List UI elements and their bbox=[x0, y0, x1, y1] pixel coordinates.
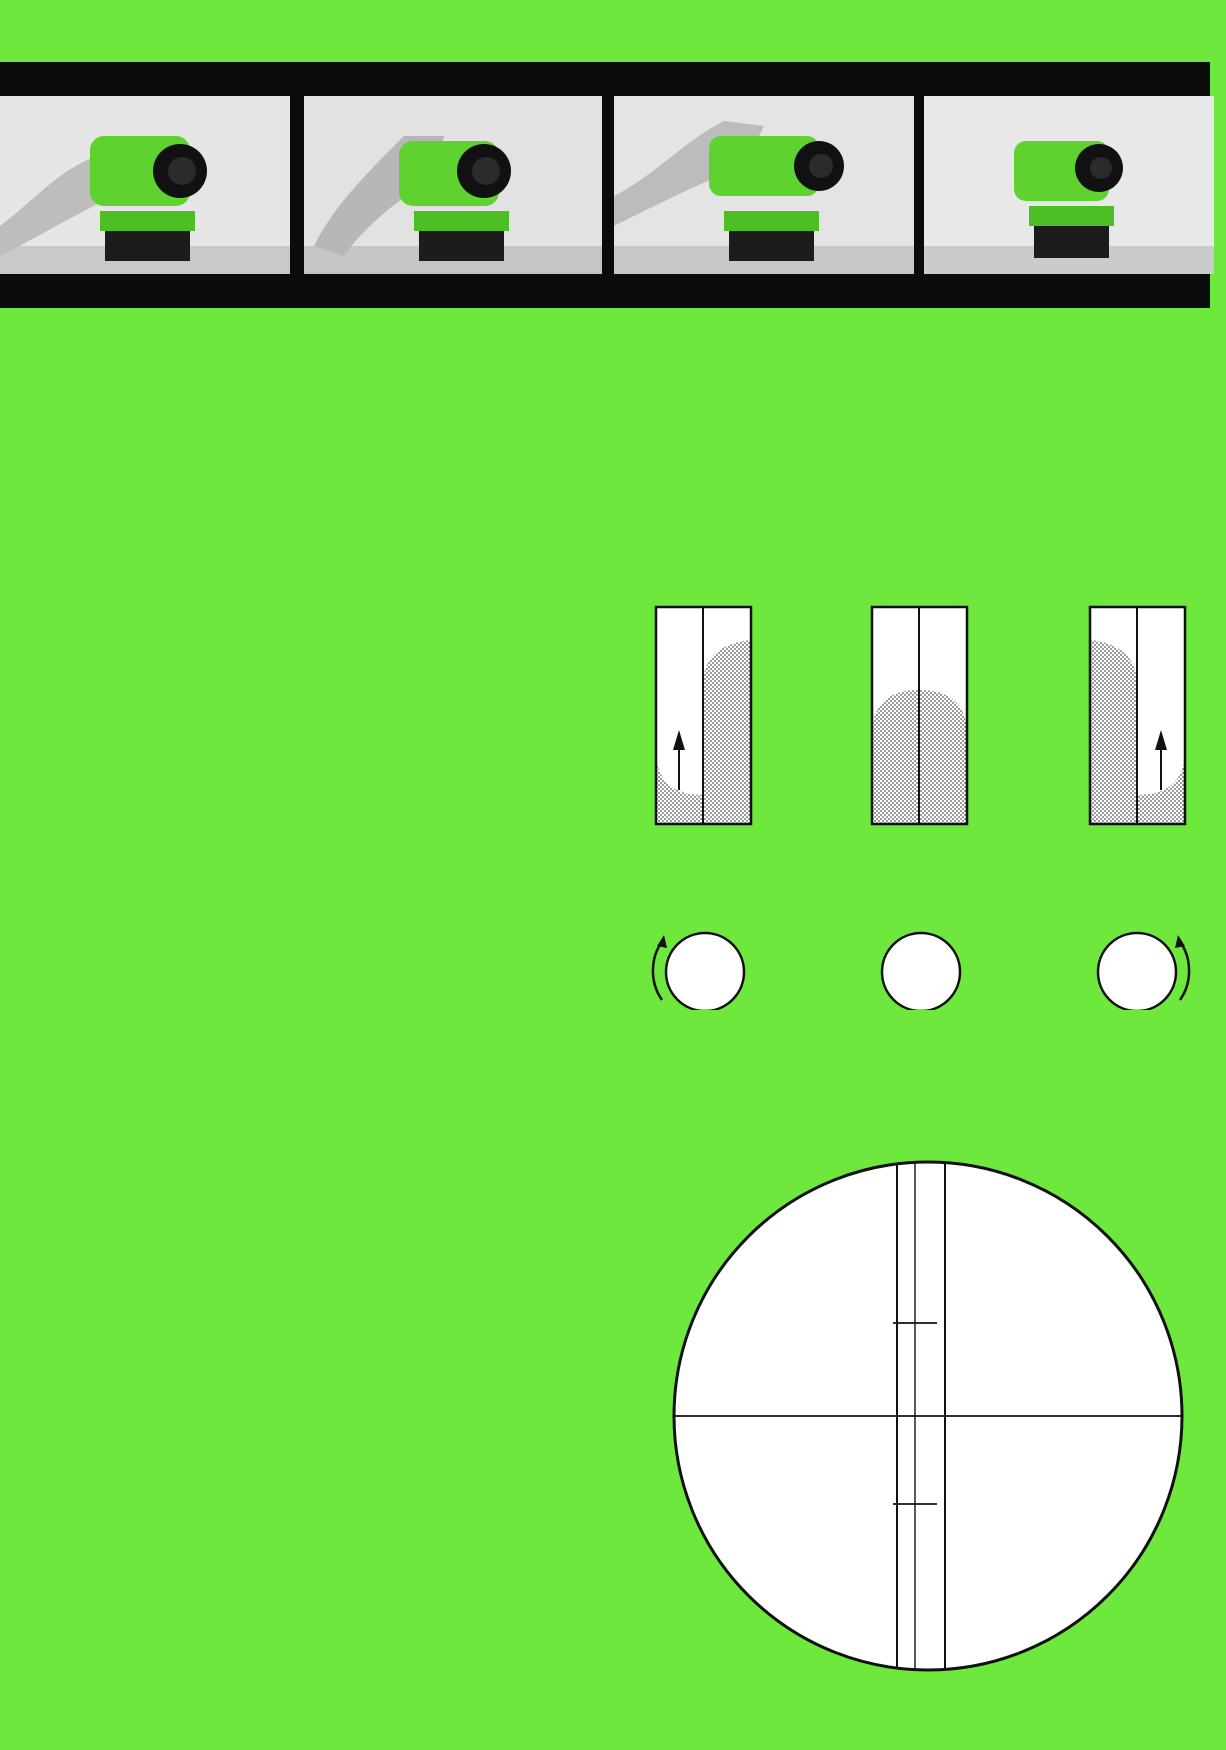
rotate-right-arrow-icon bbox=[1180, 942, 1189, 1000]
rotate-left-arrow-icon bbox=[653, 942, 662, 1000]
caption-line-3 bbox=[659, 1089, 807, 1102]
film-strip bbox=[0, 62, 1210, 308]
film-perforations-top bbox=[0, 71, 1210, 87]
bubble-diagram-right bbox=[1090, 607, 1185, 824]
bubble-diagrams bbox=[640, 590, 1200, 1010]
screw-knob-center bbox=[882, 933, 960, 1010]
photo-frame-4 bbox=[924, 96, 1214, 274]
field-of-view-caption bbox=[659, 1089, 807, 1102]
photo-frame-3 bbox=[614, 96, 914, 274]
telescope-field-of-view bbox=[665, 1158, 1195, 1678]
photo-frame-2 bbox=[304, 96, 602, 274]
screw-knob-left bbox=[653, 933, 744, 1010]
bubble-diagram-left bbox=[656, 607, 751, 824]
film-perforations-bottom bbox=[0, 283, 1210, 299]
leveling-staff bbox=[897, 1158, 945, 1678]
screw-knob-right bbox=[1098, 933, 1189, 1010]
photo-frame-1 bbox=[0, 96, 290, 274]
bubble-diagram-center bbox=[872, 607, 967, 824]
